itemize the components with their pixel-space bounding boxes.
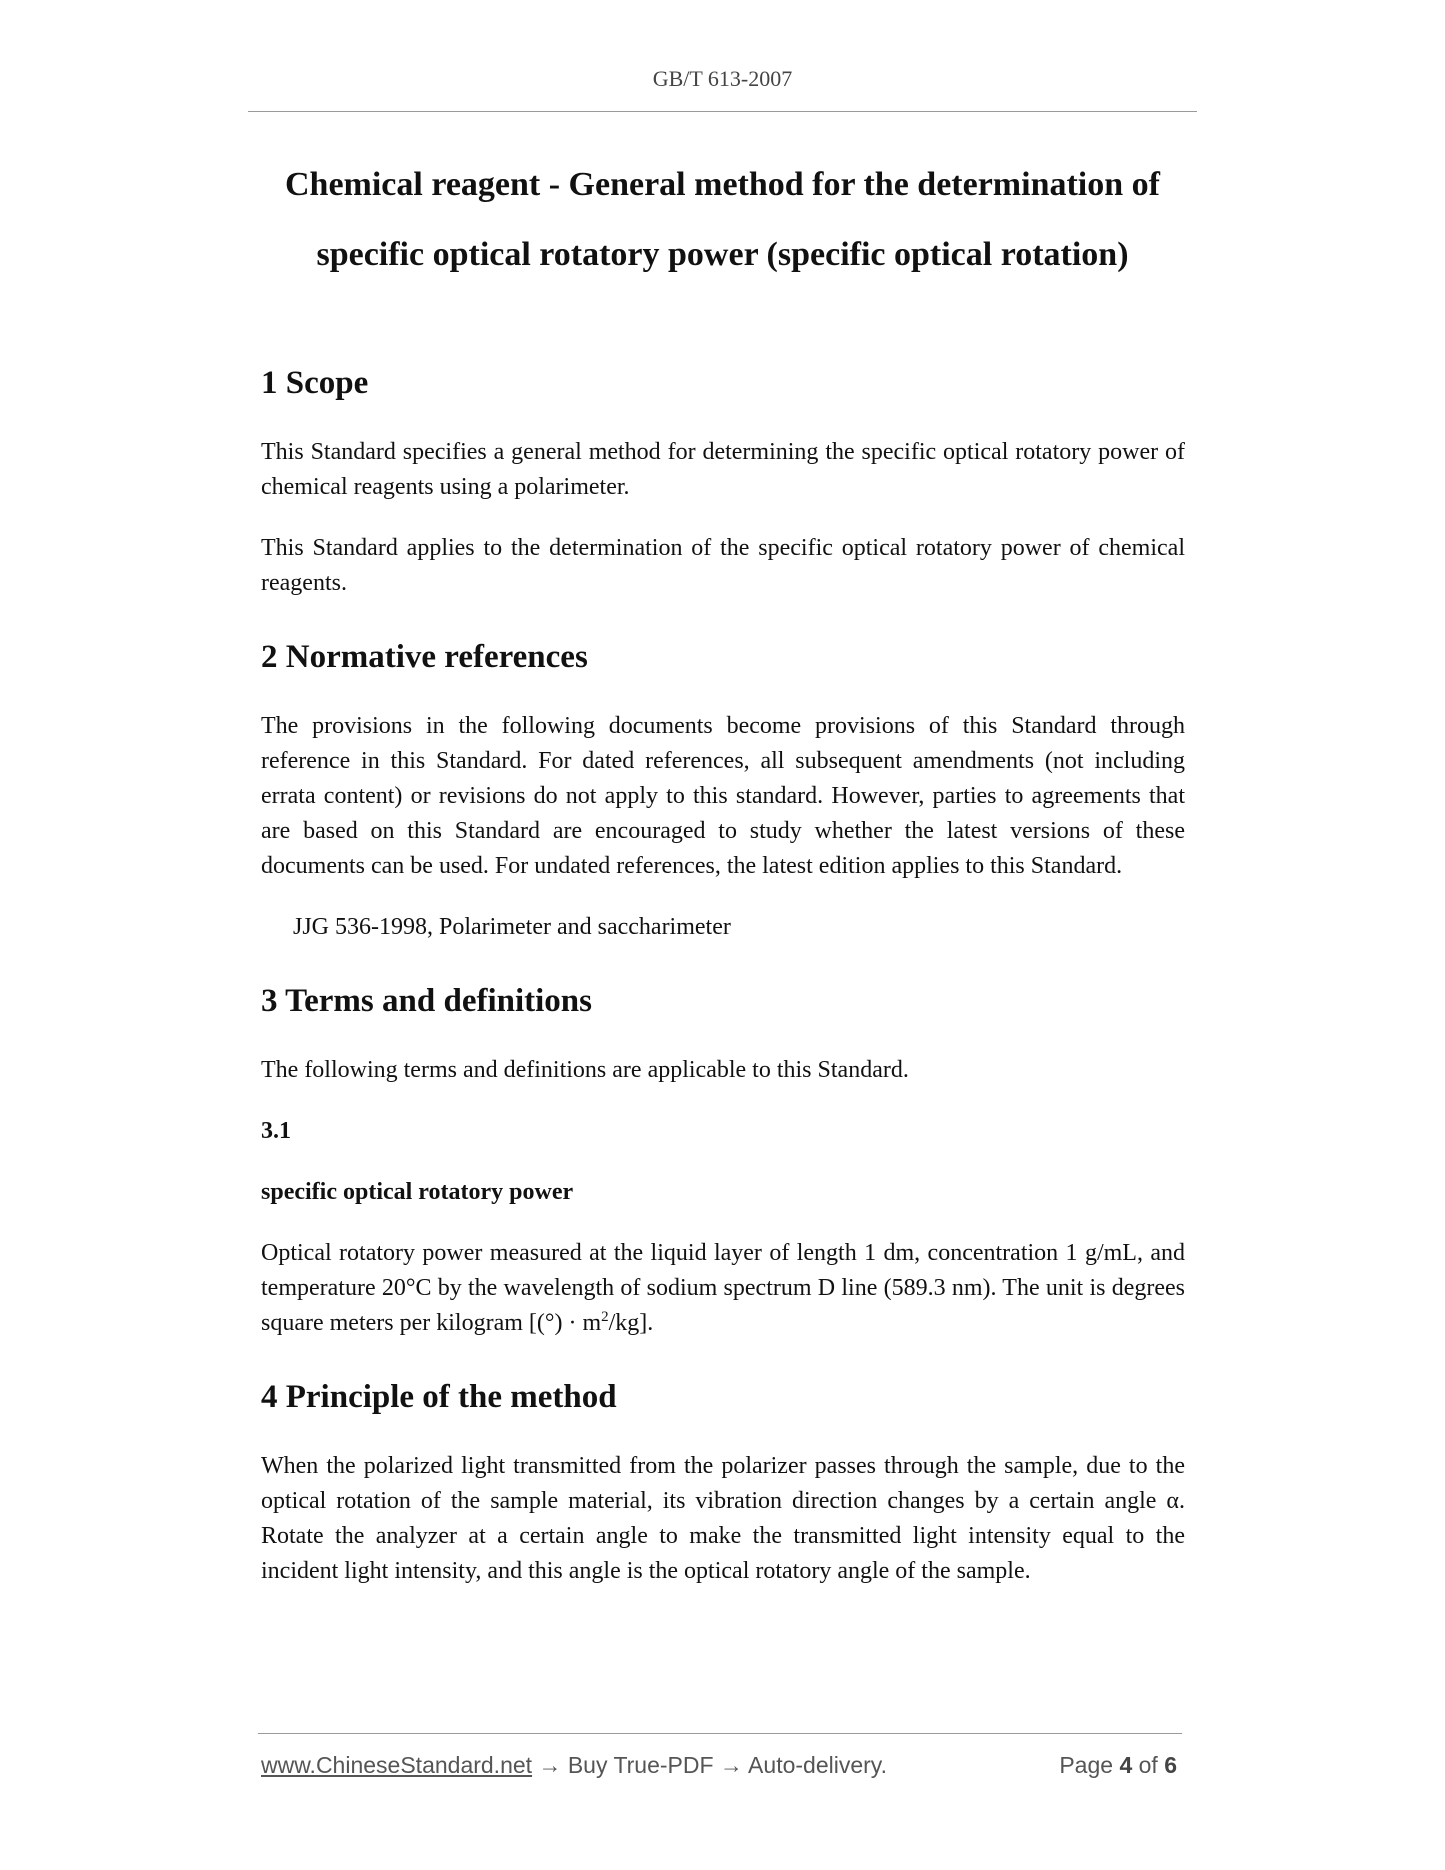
page-total: 6	[1164, 1752, 1177, 1778]
paragraph: The provisions in the following documents become provisions of this Standard through reference in this Standard. For dated references, all subsequent amendments (not including errata content) or revisions do not apply to this standard. However, parties to agreements that are based on this Standard are encouraged to study whether the latest versions of these documents can be used. For undated references, the latest edition applies to this Standard.	[261, 713, 1185, 879]
footer-tagline: → Buy True-PDF → Auto-delivery.	[532, 1752, 887, 1778]
title-line-1: Chemical reagent - General method for the determination of	[284, 166, 1160, 203]
document-title	[248, 150, 1197, 290]
paragraph: This Standard specifies a general method for determining the specific optical rotatory power of chemical reagents using a polarimeter.	[261, 439, 1185, 500]
term-definition: Optical rotatory power measured at the liquid layer of length 1 dm, concentration 1 g/mL, and temperature 20°C by the wavelength of sodium spectrum D line (589.3 nm). The unit is degrees square meters per kilogram [(°) · $m^2/kg$].	[261, 1240, 1185, 1336]
superscript: 2	[601, 1309, 609, 1325]
footer-website-link[interactable]: www.ChineseStandard.net	[261, 1752, 533, 1778]
header-divider	[248, 111, 1197, 112]
section-normative-references	[261, 629, 1185, 945]
footer-divider	[258, 1733, 1182, 1734]
section-terms-definitions	[261, 973, 1185, 1341]
header-doc-id: GB/T 613-2007	[652, 66, 793, 91]
term-name: specific optical rotatory power	[261, 1179, 574, 1205]
page-indicator: Page 4 of 6	[1059, 1752, 1177, 1778]
section-heading: 1 Scope	[261, 365, 369, 401]
paragraph: When the polarized light transmitted from the polarizer passes through the sample, due to the optical rotation of the sample material, its vibration direction changes by a certain angle α. Rotate the analyzer at a certain angle to make the transmitted light intensity equal to the incident light intensity, and this angle is the optical rotatory angle of the sample.	[261, 1453, 1185, 1584]
paragraph: This Standard applies to the determination of the specific optical rotatory power of chemical reagents.	[261, 535, 1185, 596]
section-heading: 2 Normative references	[261, 639, 588, 675]
page-current: 4	[1119, 1752, 1133, 1778]
section-principle	[261, 1369, 1185, 1589]
section-heading: 4 Principle of the method	[261, 1379, 617, 1415]
footer	[261, 1752, 1185, 1779]
document-body	[261, 355, 1185, 1589]
title-line-2: specific optical rotatory power (specific optical rotation)	[316, 236, 1129, 273]
paragraph: The following terms and definitions are applicable to this Standard.	[261, 1057, 909, 1083]
reference-item: JJG 536-1998, Polarimeter and saccharimeter	[293, 914, 731, 940]
term-number: 3.1	[261, 1118, 291, 1144]
section-heading: 3 Terms and definitions	[261, 983, 592, 1019]
section-scope	[261, 355, 1185, 601]
